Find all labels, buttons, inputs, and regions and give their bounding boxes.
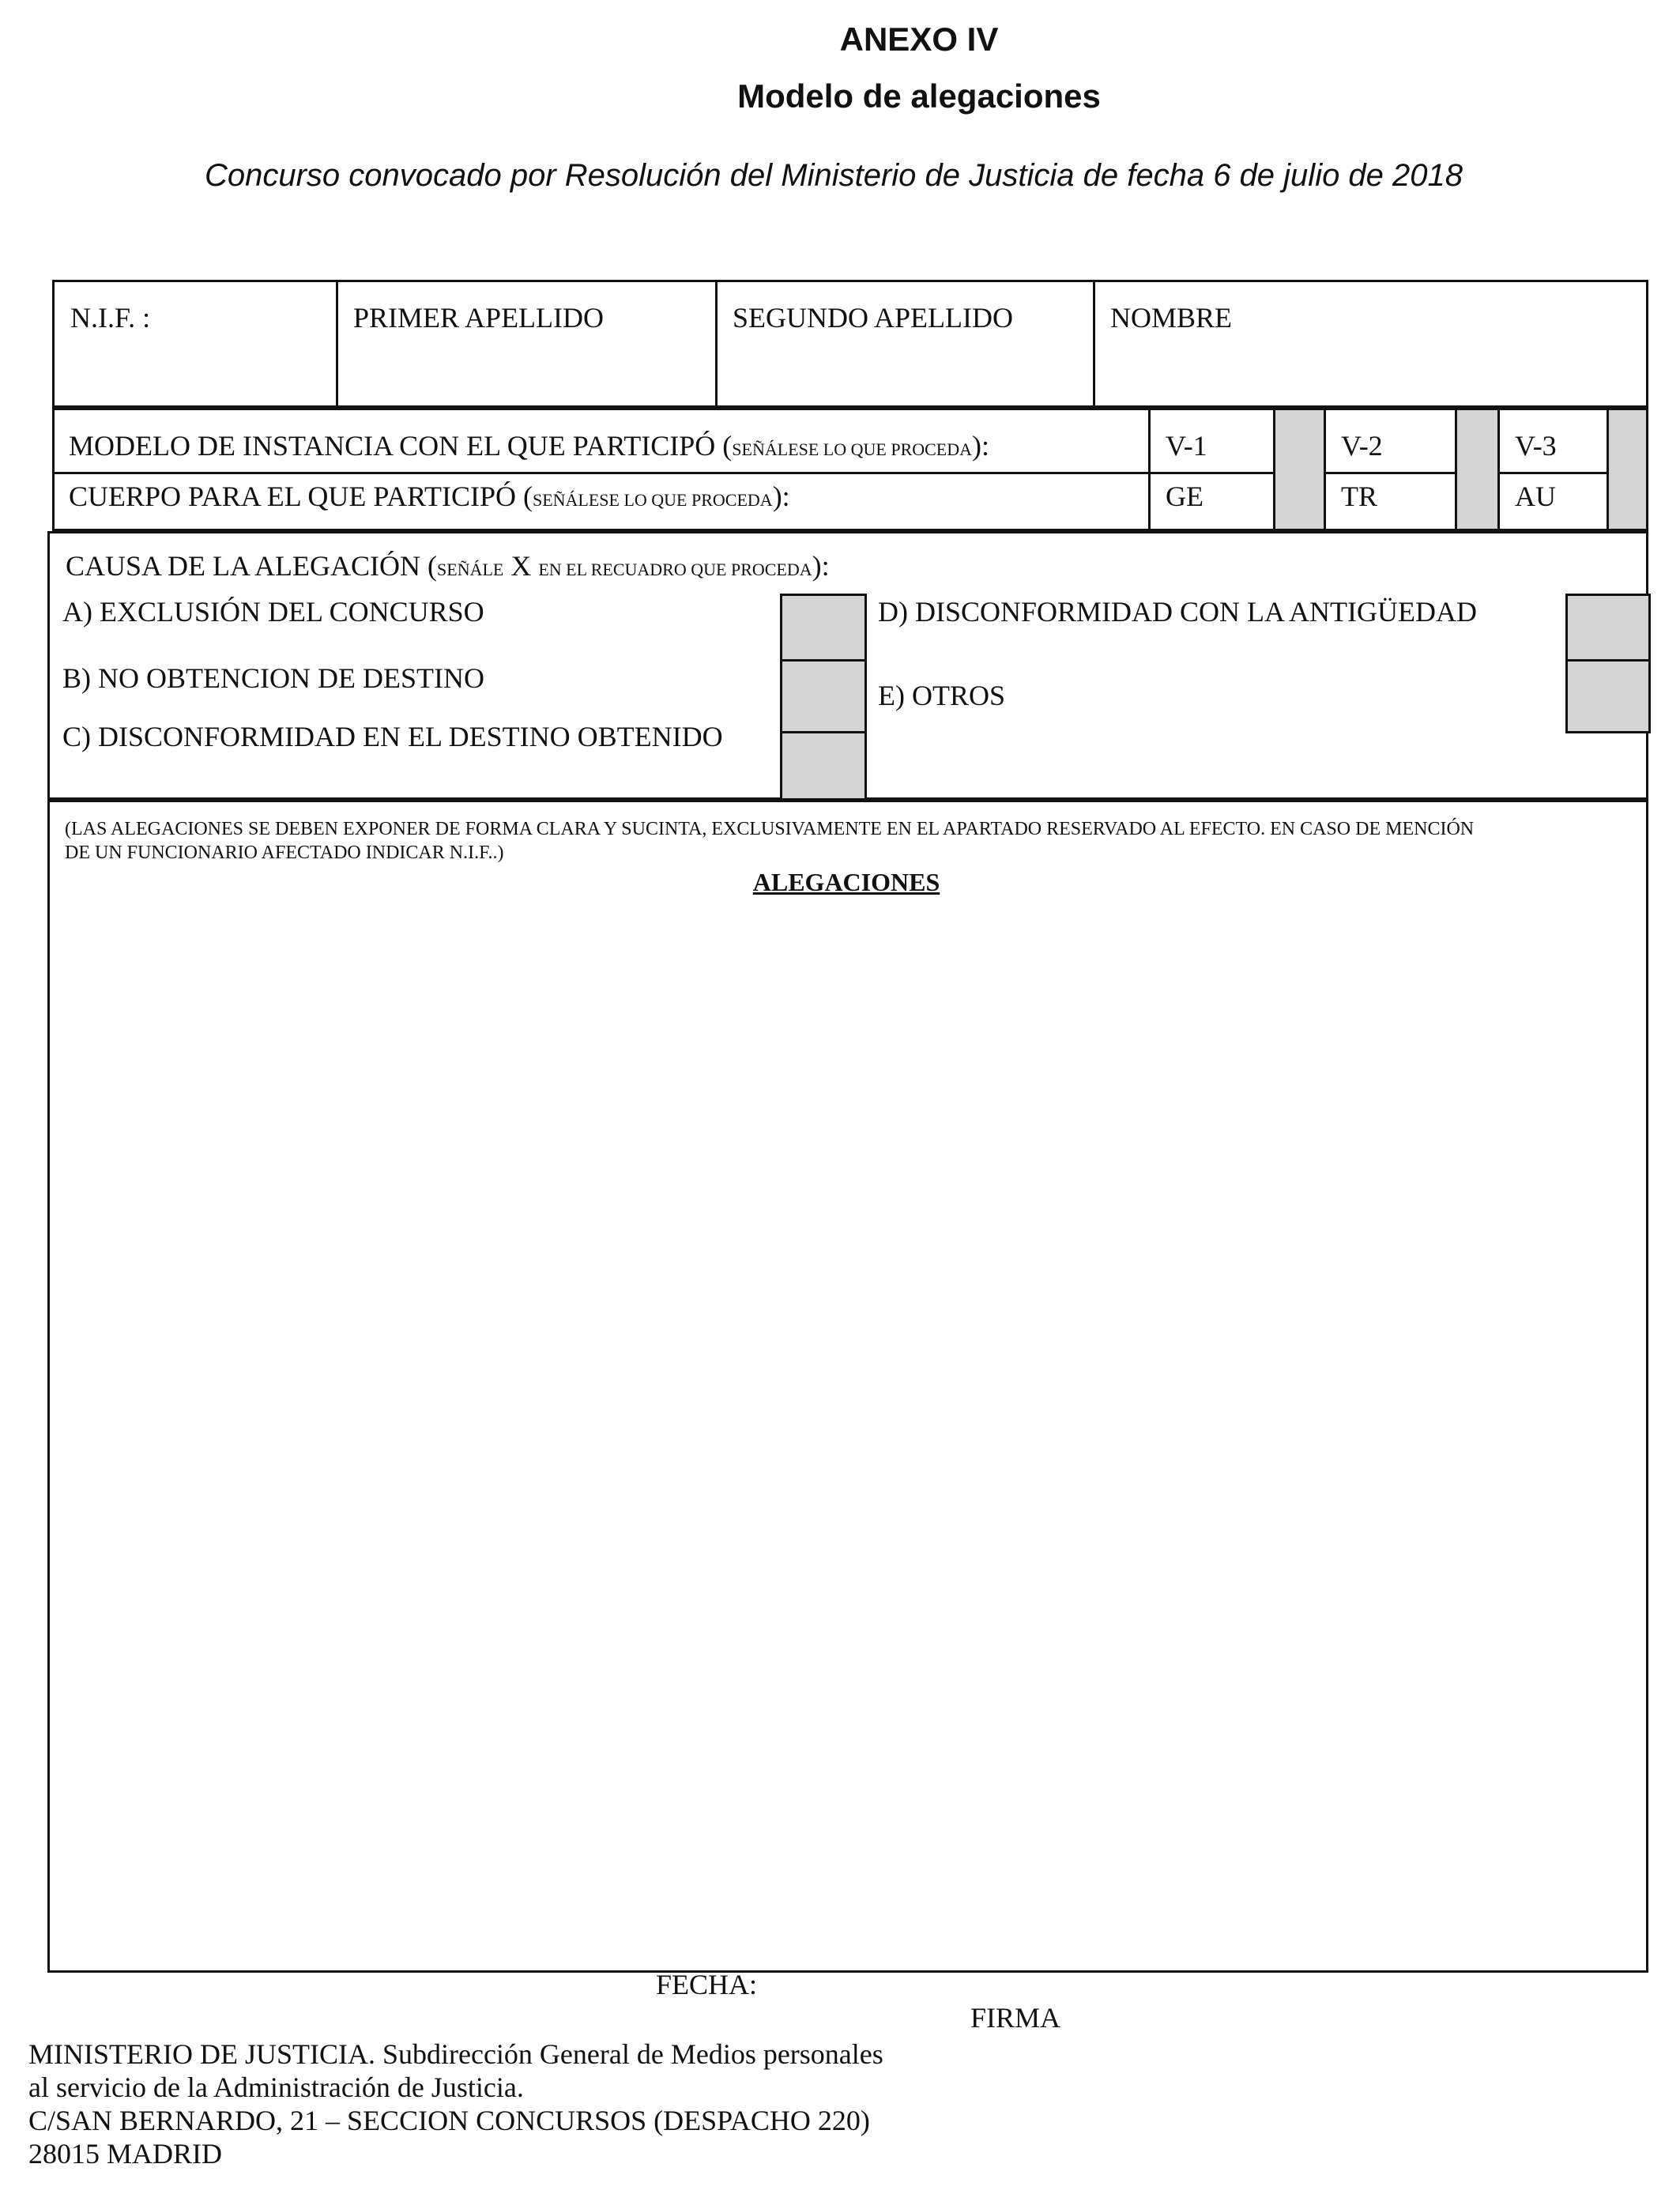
address-line: al servicio de la Administración de Justicia. [28, 2071, 524, 2103]
identification-table [52, 280, 1648, 408]
divider [1607, 410, 1609, 529]
checkbox-column [1273, 410, 1324, 529]
checkbox-e[interactable] [1565, 659, 1651, 733]
nif-field[interactable]: N.I.F. : [70, 302, 151, 334]
address-line: C/SAN BERNARDO, 21 – SECCION CONCURSOS (DESPACHO 220) [28, 2105, 870, 2136]
causa-option-c: C) DISCONFORMIDAD EN EL DESTINO OBTENIDO [62, 721, 723, 752]
instancia-cuerpo-table [52, 408, 1648, 531]
divider [336, 282, 338, 405]
divider [1148, 410, 1151, 529]
causa-option-b: B) NO OBTENCION DE DESTINO [62, 662, 484, 694]
checkbox-d[interactable] [1565, 594, 1651, 662]
divider [715, 282, 718, 405]
option-v1[interactable]: V-1 [1166, 430, 1207, 462]
causa-section [47, 531, 1648, 800]
option-au[interactable]: AU [1515, 481, 1556, 512]
convocatoria-text: Concurso convocado por Resolución del Ministerio de Justicia de fecha 6 de julio de 2018 [204, 158, 1463, 193]
checkbox-b[interactable] [780, 659, 867, 733]
primer-apellido-field[interactable]: PRIMER APELLIDO [353, 302, 605, 334]
alegaciones-instructions [65, 817, 1629, 865]
checkbox-column [1455, 410, 1497, 529]
option-v2[interactable]: V-2 [1341, 430, 1383, 462]
causa-label: CAUSA DE LA ALEGACIÓN (SEÑÁLE X EN EL RECUADRO QUE PROCEDA): [66, 550, 830, 582]
checkbox-c[interactable] [780, 731, 867, 801]
nombre-field[interactable]: NOMBRE [1110, 302, 1233, 334]
option-tr[interactable]: TR [1341, 481, 1378, 512]
fecha-label: FECHA: [656, 1969, 758, 2000]
divider [1497, 410, 1500, 529]
page-subtitle: Modelo de alegaciones [737, 77, 1101, 115]
option-v3[interactable]: V-3 [1515, 430, 1557, 462]
checkbox-column [1607, 410, 1646, 529]
causa-option-a: A) EXCLUSIÓN DEL CONCURSO [62, 596, 484, 628]
instructions-line: DE UN FUNCIONARIO AFECTADO INDICAR N.I.F..) [65, 843, 504, 863]
divider [1093, 282, 1095, 405]
page-title: ANEXO IV [839, 21, 999, 58]
checkbox-a[interactable] [780, 594, 867, 662]
modelo-instancia-label: MODELO DE INSTANCIA CON EL QUE PARTICIPÓ (SEÑÁLESE LO QUE PROCEDA): [69, 430, 990, 462]
option-ge[interactable]: GE [1166, 481, 1203, 512]
divider [1455, 410, 1457, 529]
segundo-apellido-field[interactable]: SEGUNDO APELLIDO [733, 302, 1013, 334]
alegaciones-textarea[interactable] [47, 800, 1648, 1973]
cuerpo-label: CUERPO PARA EL QUE PARTICIPÓ (SEÑÁLESE LO QUE PROCEDA): [69, 481, 790, 512]
address-line: 28015 MADRID [28, 2138, 223, 2169]
instructions-line: (LAS ALEGACIONES SE DEBEN EXPONER DE FORMA CLARA Y SUCINTA, EXCLUSIVAMENTE EN EL APARTADO RESERVADO AL EFECTO. EN CASO DE MENCIÓN [65, 819, 1475, 839]
address-line: MINISTERIO DE JUSTICIA. Subdirección General de Medios personales [28, 2038, 883, 2070]
firma-label: FIRMA [970, 2002, 1061, 2034]
divider [55, 472, 1646, 474]
alegaciones-heading: ALEGACIONES [752, 868, 940, 896]
causa-option-e: E) OTROS [878, 680, 1005, 711]
divider [1324, 410, 1326, 529]
divider [1273, 410, 1275, 529]
causa-option-d: D) DISCONFORMIDAD CON LA ANTIGÜEDAD [878, 596, 1478, 628]
